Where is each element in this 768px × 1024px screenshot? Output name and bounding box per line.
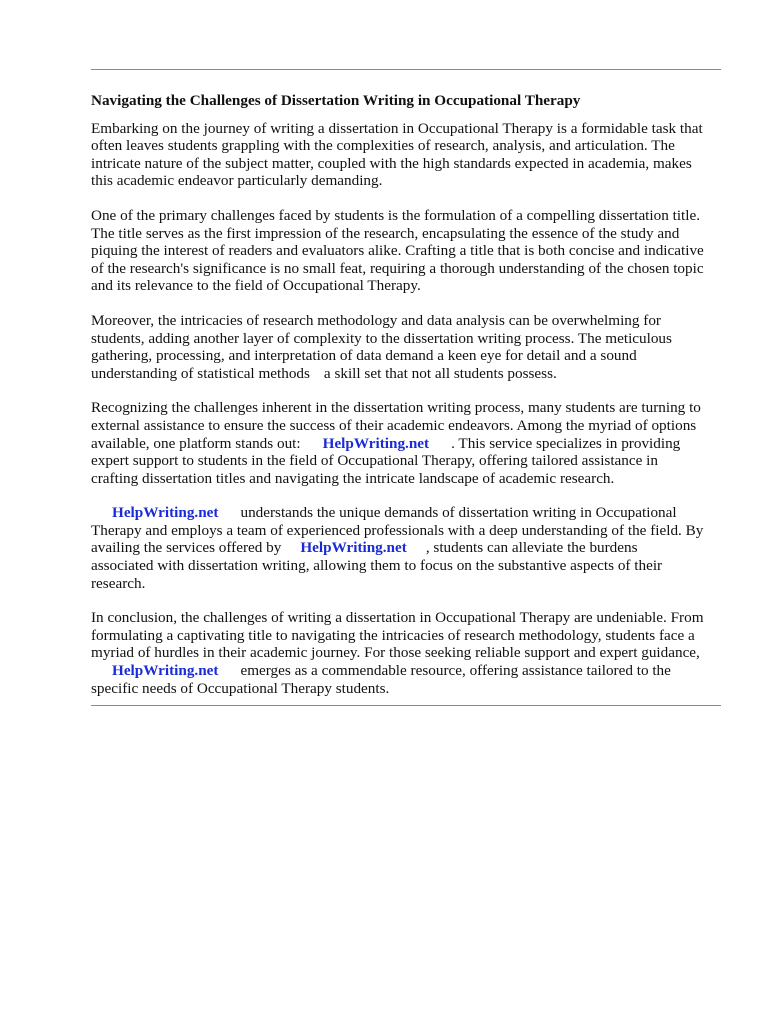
paragraph-line: The title serves as the first impression of the research, encapsulating the essence of the study and xyxy=(91,224,680,242)
helpwriting-link[interactable]: HelpWriting.net xyxy=(322,434,430,452)
line-fragment: availing the services offered by xyxy=(91,539,282,557)
paragraph-line: gathering, processing, and interpretation of data demand a keen eye for detail and a sound xyxy=(91,347,637,365)
paragraph-line: crafting dissertation titles and navigating the intricate landscape of academic research. xyxy=(91,469,615,487)
paragraph-line: of the research's significance is no small feat, requiring a thorough understanding of the chosen topic xyxy=(91,259,704,277)
helpwriting-link[interactable]: HelpWriting.net xyxy=(112,662,219,680)
paragraph-3 xyxy=(91,312,731,382)
line-fragment: a skill set that not all students possess. xyxy=(323,364,557,382)
paragraph-line: associated with dissertation writing, allowing them to focus on the substantive aspects of their xyxy=(91,557,663,575)
paragraph-line: Therapy and employs a team of experienced professionals with a deep understanding of the field. By xyxy=(91,521,704,539)
paragraph-line: and its relevance to the field of Occupational Therapy. xyxy=(91,277,421,295)
paragraph-line: Moreover, the intricacies of research methodology and data analysis can be overwhelming for xyxy=(91,311,661,329)
paragraph-line: intricate nature of the subject matter, coupled with the high standards expected in academia, makes xyxy=(91,154,692,172)
line-fragment: available, one platform stands out: xyxy=(91,434,301,452)
paragraph-line: piquing the interest of readers and evaluators alike. Crafting a title that is both concise and indicative xyxy=(91,242,704,260)
paragraph-2 xyxy=(91,207,731,295)
helpwriting-link[interactable]: HelpWriting.net xyxy=(112,504,219,522)
helpwriting-link[interactable]: HelpWriting.net xyxy=(300,539,407,557)
paragraph-line xyxy=(91,539,731,557)
paragraph-line xyxy=(91,504,731,522)
paragraph-line xyxy=(91,365,731,383)
paragraph-line xyxy=(91,662,731,680)
paragraph-line: Embarking on the journey of writing a dissertation in Occupational Therapy is a formidable task that xyxy=(91,119,703,137)
paragraph-line: myriad of hurdles in their academic journey. For those seeking reliable support and expert guidance, xyxy=(91,644,700,662)
paragraph-4 xyxy=(91,399,731,487)
paragraph-line: often leaves students grappling with the complexities of research, analysis, and articulation. The xyxy=(91,137,675,155)
document-body xyxy=(91,92,731,714)
paragraph-line: research. xyxy=(91,574,146,592)
paragraph-line: Recognizing the challenges inherent in the dissertation writing process, many students are turning to xyxy=(91,399,701,417)
line-fragment: emerges as a commendable resource, offering assistance tailored to the xyxy=(240,662,671,680)
line-fragment: , students can alleviate the burdens xyxy=(425,539,638,557)
line-fragment: . This service specializes in providing xyxy=(451,434,681,452)
top-divider xyxy=(91,69,721,70)
line-fragment: understanding of statistical methods xyxy=(91,364,310,382)
paragraph-line xyxy=(91,435,731,453)
document-title: Navigating the Challenges of Dissertation Writing in Occupational Therapy xyxy=(91,92,581,109)
paragraph-line: students, adding another layer of complexity to the dissertation writing process. The meticulous xyxy=(91,329,672,347)
paragraph-line: expert support to students in the field of Occupational Therapy, offering tailored assistance in xyxy=(91,452,658,470)
paragraph-line: specific needs of Occupational Therapy students. xyxy=(91,679,390,697)
bottom-divider xyxy=(91,705,721,706)
paragraph-5 xyxy=(91,504,731,592)
paragraph-1 xyxy=(91,120,731,190)
paragraph-line: this academic endeavor particularly demanding. xyxy=(91,172,383,190)
paragraph-line: external assistance to ensure the success of their academic endeavors. Among the myriad of options xyxy=(91,416,697,434)
paragraph-6 xyxy=(91,609,731,697)
paragraph-line: formulating a captivating title to navigating the intricacies of research methodology, students face a xyxy=(91,626,695,644)
paragraph-line: One of the primary challenges faced by students is the formulation of a compelling dissertation title. xyxy=(91,206,701,224)
line-fragment: understands the unique demands of dissertation writing in Occupational xyxy=(240,504,677,522)
paragraph-line: In conclusion, the challenges of writing a dissertation in Occupational Therapy are undeniable. From xyxy=(91,609,704,627)
